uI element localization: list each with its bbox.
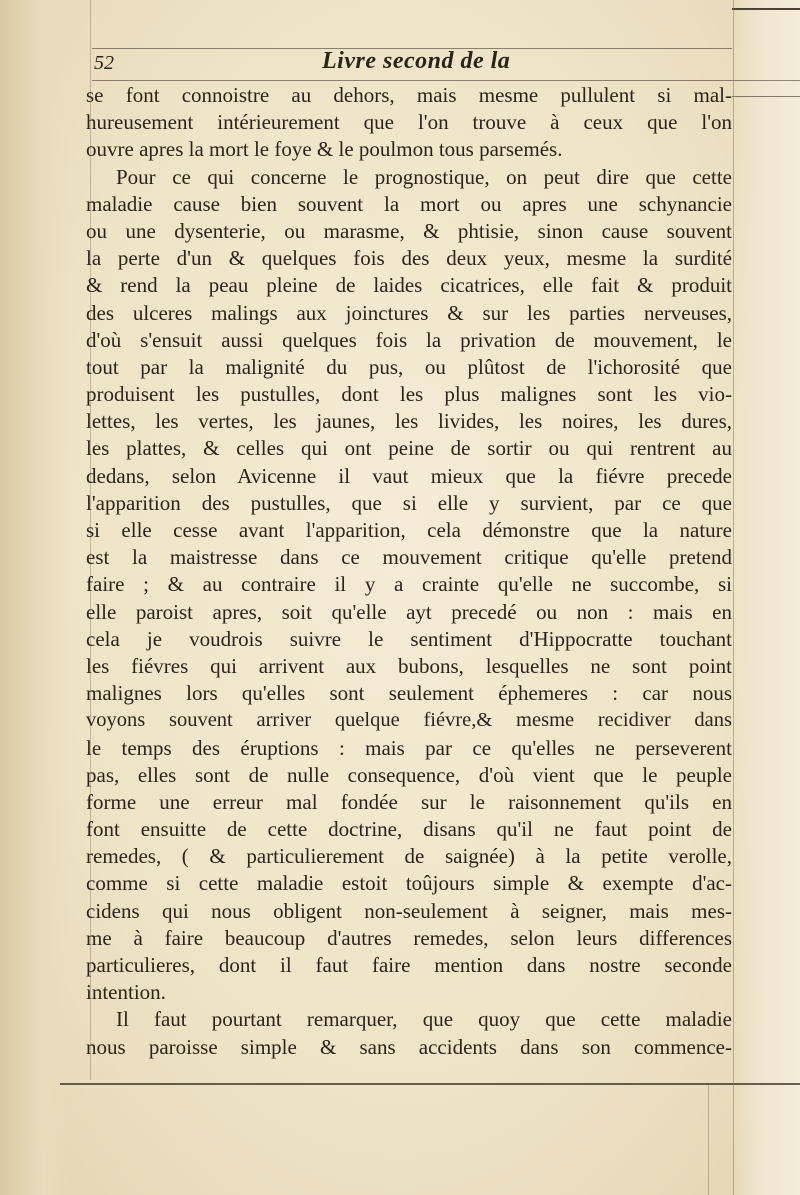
running-head <box>92 48 728 84</box>
text-line: elle paroist apres, soit qu'elle ayt precedé ou non : mais en <box>86 599 732 624</box>
text-line: faire ; & au contraire il y a crainte qu'elle ne succombe, si <box>86 572 732 597</box>
text-line: voyons souvent arriver quelque fiévre,& mesme recidiver dans <box>86 709 732 732</box>
text-line: cela je voudrois suivre le sentiment d'Hippocratte touchant <box>86 626 732 651</box>
text-line: Pour ce qui concerne le prognostique, on peut dire que cette <box>116 164 732 189</box>
text-line: si elle cesse avant l'apparition, cela démonstre que la nature <box>86 518 732 542</box>
text-line: maladie cause bien souvent la mort ou apres une schynancie <box>86 191 732 216</box>
right-top-rule <box>732 8 800 10</box>
right-margin-line <box>733 0 734 1195</box>
text-line: lettes, les vertes, les jaunes, les livides, les noires, les dures, <box>86 409 732 434</box>
page-edge <box>732 0 800 1195</box>
text-line: particulieres, dont il faut faire mention dans nostre seconde <box>86 953 732 977</box>
page-number: 52 <box>94 52 114 74</box>
text-line: tout par la malignité du pus, ou plûtost de l'ichorosité que <box>86 354 732 379</box>
text-line: ouvre apres la mort le foye & le poulmon tous parsemés. <box>86 137 563 162</box>
text-line: comme si cette maladie estoit toûjours simple & exempte d'ac- <box>86 871 732 896</box>
text-line: remedes, ( & particulierement de saignée) à la petite verolle, <box>86 844 732 869</box>
text-line: se font connoistre au dehors, mais mesme pullulent si mal- <box>86 83 732 107</box>
text-line: hureusement intérieurement que l'on trouve à ceux que l'on <box>86 110 732 135</box>
body-text <box>86 82 732 1061</box>
header-rule-right <box>732 96 800 97</box>
text-line: la perte d'un & quelques fois des deux yeux, mesme la surdité <box>86 246 732 271</box>
running-title: Livre second de la <box>322 48 511 74</box>
text-line: les plattes, & celles qui ont peine de sortir ou qui rentrent au <box>86 436 732 461</box>
lower-margin-line <box>708 1085 709 1195</box>
binding-shadow <box>0 0 70 1195</box>
text-line: ou une dysenterie, ou marasme, & phtisie, sinon cause souvent <box>86 218 732 243</box>
text-line: des ulceres malings aux joinctures & sur les parties nerveuses, <box>86 300 732 325</box>
text-line: Il faut pourtant remarquer, que quoy que cette maladie <box>116 1007 732 1032</box>
text-line: me à faire beaucoup d'autres remedes, selon leurs differences <box>86 925 732 950</box>
bottom-rule <box>60 1083 800 1085</box>
text-line: cidens qui nous obligent non-seulement à seigner, mais mes- <box>86 898 732 923</box>
text-line: est la maistresse dans ce mouvement critique qu'elle pretend <box>86 545 732 570</box>
text-line: forme une erreur mal fondée sur le raisonnement qu'ils en <box>86 789 732 814</box>
text-line: & rend la peau pleine de laides cicatrices, elle fait & produit <box>86 273 732 298</box>
text-line: font ensuitte de cette doctrine, disans qu'il ne faut point de <box>86 817 732 842</box>
text-line: d'où s'ensuit aussi quelques fois la privation de mouvement, le <box>86 327 732 352</box>
text-line: dedans, selon Avicenne il vaut mieux que la fiévre precede <box>86 463 732 488</box>
text-line: pas, elles sont de nulle consequence, d'où vient que le peuple <box>86 762 732 787</box>
text-line: produisent les pustulles, dont les plus malignes sont les vio- <box>86 382 732 407</box>
text-line: les fiévres qui arrivent aux bubons, lesquelles ne sont point <box>86 653 732 678</box>
text-line: l'apparition des pustulles, que si elle y survient, par ce que <box>86 490 732 515</box>
text-line: intention. <box>86 980 166 1005</box>
text-line: le temps des éruptions : mais par ce qu'elles ne perseverent <box>86 735 732 760</box>
text-line: malignes lors qu'elles sont seulement éphemeres : car nous <box>86 681 732 706</box>
text-line: nous paroisse simple & sans accidents dans son commence- <box>86 1034 732 1059</box>
